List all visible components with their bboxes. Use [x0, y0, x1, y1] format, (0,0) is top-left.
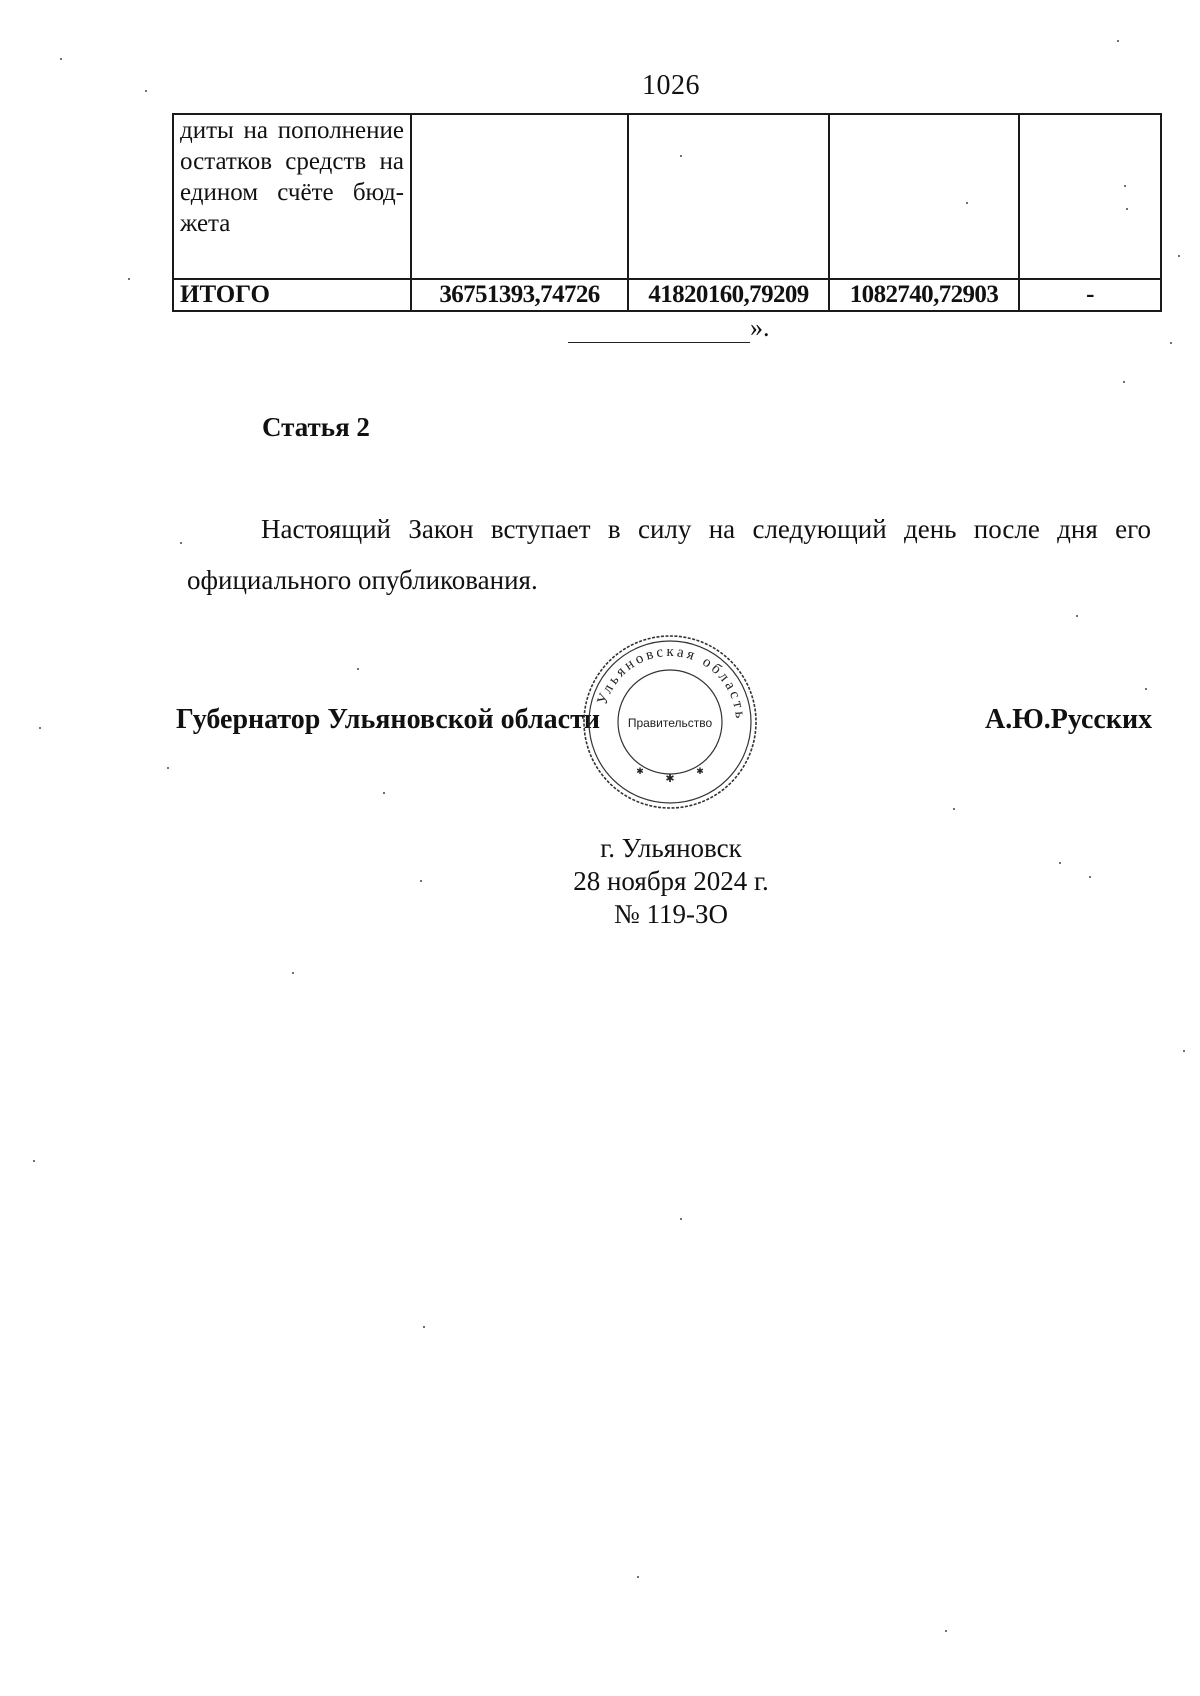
table-cell: [628, 114, 829, 279]
scan-speck: [423, 1326, 425, 1328]
scan-speck: [1126, 208, 1128, 210]
total-value: 41820160,79209: [628, 279, 829, 311]
scan-speck: [1183, 1050, 1185, 1052]
scan-speck: [953, 808, 955, 810]
scan-speck: [1089, 876, 1091, 878]
seal-ring-text: Ульяновская область: [594, 643, 749, 722]
date: 28 ноября 2024 г.: [573, 866, 769, 896]
scan-speck: [1059, 862, 1061, 864]
scan-speck: [637, 1576, 639, 1578]
total-value: 36751393,74726: [411, 279, 628, 311]
scan-speck: [167, 767, 169, 769]
closing-quote: [568, 312, 770, 343]
scan-speck: [1123, 381, 1125, 383]
total-row: [173, 279, 1161, 311]
row-description: диты на пополнение остатков средств на едином счёте бюджета: [173, 114, 411, 279]
closing-line: [568, 312, 750, 343]
total-label: ИТОГО: [173, 279, 411, 311]
signatory-name: А.Ю.Русских: [985, 704, 1153, 735]
place-date-number-block: [0, 832, 1200, 931]
scan-speck: [420, 880, 422, 882]
scan-speck: [1124, 185, 1126, 187]
scan-speck: [1145, 688, 1147, 690]
scan-speck: [33, 1160, 35, 1162]
scan-speck: [357, 668, 359, 670]
scan-speck: [1117, 40, 1119, 42]
scan-speck: [145, 90, 147, 92]
scan-speck: [180, 542, 182, 544]
svg-text:✱: ✱: [636, 767, 644, 777]
scan-speck: [39, 727, 41, 729]
article-text: Настоящий Закон вступает в силу на следующий день после дня его официального опубликования.: [187, 514, 1151, 595]
scan-speck: [292, 972, 294, 974]
total-value: 1082740,72903: [829, 279, 1019, 311]
place: г. Ульяновск: [600, 833, 742, 863]
scan-speck: [60, 58, 62, 60]
scan-speck: [1076, 615, 1078, 617]
scan-speck: [945, 1630, 947, 1632]
scan-speck: [680, 155, 682, 157]
svg-text:✱: ✱: [665, 772, 675, 785]
official-seal-stamp: [580, 632, 760, 812]
total-value: -: [1019, 279, 1161, 311]
closing-mark: ».: [750, 313, 770, 342]
page-number: 1026: [642, 70, 700, 101]
scan-speck: [966, 202, 968, 204]
signatory-title: Губернатор Ульяновской области: [176, 704, 600, 735]
table-cell: [411, 114, 628, 279]
table-cell: [829, 114, 1019, 279]
seal-center-text: Правительство: [627, 716, 713, 730]
scan-speck: [383, 792, 385, 794]
table-row: [173, 114, 1161, 279]
table-cell: [1019, 114, 1161, 279]
scan-speck: [128, 278, 130, 280]
budget-table: [172, 113, 1162, 312]
scan-speck: [680, 1218, 682, 1220]
article-heading: Статья 2: [262, 412, 370, 442]
scan-speck: [1178, 255, 1180, 257]
scan-speck: [1170, 342, 1172, 344]
law-number: № 119-ЗО: [613, 899, 729, 929]
svg-text:✱: ✱: [696, 767, 704, 777]
